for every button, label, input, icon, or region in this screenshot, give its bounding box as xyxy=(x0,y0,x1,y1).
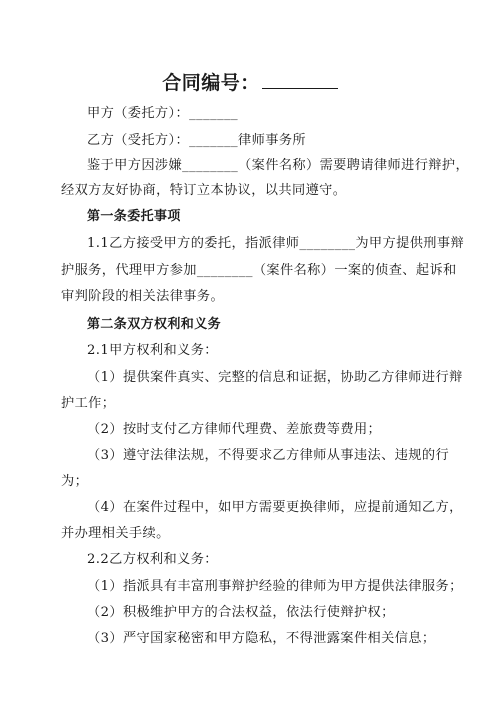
article-1-heading: 第一条委托事项 xyxy=(87,209,181,224)
party-a-duty-3-line-1: （3）遵守法律法规，不得要求乙方律师从事违法、违规的行 xyxy=(87,448,450,463)
article-1-1-line-1: 1.1乙方接受甲方的委托，指派律师________为甲方提供刑事辩 xyxy=(87,236,465,251)
party-a-duty-1-line-1: （1）提供案件真实、完整的信息和证据，协助乙方律师进行辩 xyxy=(87,370,463,385)
party-a-duty-2: （2）按时支付乙方律师代理费、差旅费等费用； xyxy=(87,422,382,437)
article-2-2-heading: 2.2乙方权利和义务： xyxy=(87,552,218,567)
intro-line-2: 经双方友好协商，特订立本协议，以共同遵守。 xyxy=(61,183,347,198)
article-2-1-heading: 2.1甲方权利和义务： xyxy=(87,343,218,358)
contract-number-blank xyxy=(262,70,338,89)
article-1-1-line-2: 护服务，代理甲方参加________（案件名称）一案的侦查、起诉和 xyxy=(61,263,457,278)
party-a-duty-1-line-2: 护工作； xyxy=(61,396,116,411)
party-a-duty-4-line-1: （4）在案件过程中，如甲方需要更换律师，应提前通知乙方， xyxy=(87,500,463,515)
party-a-line: 甲方（委托方）：_______ xyxy=(87,106,239,121)
party-b-duty-1: （1）指派具有丰富刑事辩护经验的律师为甲方提供法律服务； xyxy=(87,579,463,594)
article-1-1-line-3: 审判阶段的相关法律事务。 xyxy=(61,289,225,304)
contract-number-label: 合同编号： xyxy=(162,72,260,94)
party-a-duty-3-line-2: 为； xyxy=(61,474,89,489)
party-b-line: 乙方（受托方）：_______律师事务所 xyxy=(87,133,306,148)
party-a-duty-4-line-2: 并办理相关手续。 xyxy=(61,526,170,541)
intro-line-1: 鉴于甲方因涉嫌________（案件名称）需要聘请律师进行辩护， xyxy=(87,158,470,173)
party-b-duty-2: （2）积极维护甲方的合法权益，依法行使辩护权； xyxy=(87,605,395,620)
contract-title xyxy=(0,70,500,96)
party-b-duty-3: （3）严守国家秘密和甲方隐私，不得泄露案件相关信息； xyxy=(87,631,436,646)
article-2-heading: 第二条双方权利和义务 xyxy=(87,317,222,332)
